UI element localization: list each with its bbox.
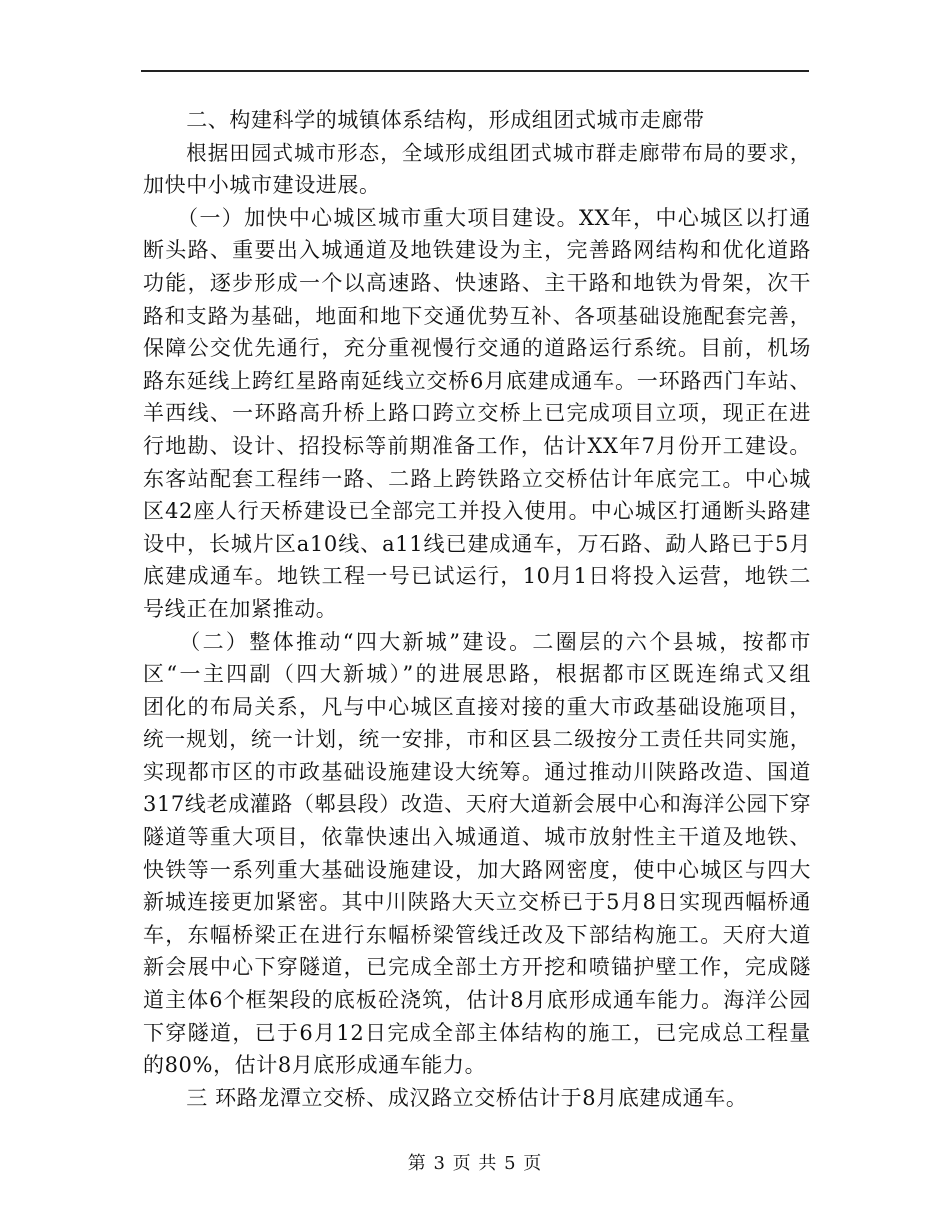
body-line: 团化的布局关系，凡与中心城区直接对接的重大市政基础设施项目， <box>143 694 811 719</box>
body-line: 断头路、重要出入城通道及地铁建设为主，完善路网结构和优化道路 <box>143 238 811 263</box>
body-line: 隧道等重大项目，依靠快速出入城通道、城市放射性主干道及地铁、 <box>143 825 811 850</box>
body-line: 道主体6个框架段的底板砼浇筑，估计8月底形成通车能力。海洋公园 <box>143 988 811 1013</box>
body-line: 实现都市区的市政基础设施建设大统筹。通过推动川陕路改造、国道 <box>143 759 811 784</box>
body-line: 保障公交优先通行，充分重视慢行交通的道路运行系统。目前，机场 <box>143 336 811 361</box>
body-line: 根据田园式城市形态，全域形成组团式城市群走廊带布局的要求， <box>143 140 811 165</box>
body-line: 路和支路为基础，地面和地下交通优势互补、各项基础设施配套完善， <box>143 303 811 328</box>
body-line: 车，东幅桥梁正在进行东幅桥梁管线迁改及下部结构施工。天府大道 <box>143 922 811 947</box>
body-line: 新会展中心下穿隧道，已完成全部土方开挖和喷锚护壁工作，完成隧 <box>143 955 811 980</box>
body-line: 底建成通车。地铁工程一号已试运行，10月1日将投入运营，地铁二 <box>143 564 811 589</box>
body-line: 下穿隧道，已于6月12日完成全部主体结构的施工，已完成总工程量 <box>143 1020 811 1045</box>
body-line: 功能，逐步形成一个以高速路、快速路、主干路和地铁为骨架，次干 <box>143 270 811 295</box>
body-line: 的80%，估计8月底形成通车能力。 <box>143 1053 487 1078</box>
page-number-footer: 第 3 页 共 5 页 <box>407 1153 543 1174</box>
body-line: 号线正在加紧推动。 <box>143 596 338 621</box>
body-line: 行地勘、设计、招投标等前期准备工作，估计XX年7月份开工建设。 <box>143 433 811 458</box>
header-rule <box>141 70 809 72</box>
body-line: 快铁等一系列重大基础设施建设，加大路网密度，使中心城区与四大 <box>143 857 811 882</box>
body-line: 新城连接更加紧密。其中川陕路大天立交桥已于5月8日实现西幅桥通 <box>143 890 811 915</box>
body-line: 区“一主四副（四大新城）”的进展思路，根据都市区既连绵式又组 <box>143 662 811 687</box>
body-line: 设中，长城片区a10线、a11线已建成通车，万石路、勐人路已于5月 <box>143 531 811 556</box>
body-line: 东客站配套工程纬一路、二路上跨铁路立交桥估计年底完工。中心城 <box>143 466 811 491</box>
body-line: 统一规划，统一计划，统一安排，市和区县二级按分工责任共同实施， <box>143 727 811 752</box>
body-line: （二）整体推动“四大新城”建设。二圈层的六个县城，按都市 <box>143 629 811 654</box>
body-line: 路东延线上跨红星路南延线立交桥6月底建成通车。一环路西门车站、 <box>143 368 811 393</box>
body-line: 317线老成灌路（郫县段）改造、天府大道新会展中心和海洋公园下穿 <box>143 792 812 817</box>
body-line: 羊西线、一环路高升桥上路口跨立交桥上已完成项目立项，现正在进 <box>143 401 811 426</box>
body-line: 区42座人行天桥建设已全部完工并投入使用。中心城区打通断头路建 <box>143 499 811 524</box>
document-body <box>143 104 811 1114</box>
body-line: 三 环路龙潭立交桥、成汉路立交桥估计于8月底建成通车。 <box>143 1085 748 1110</box>
body-line: 二、构建科学的城镇体系结构，形成组团式城市走廊带 <box>143 108 705 132</box>
body-line: （一）加快中心城区城市重大项目建设。XX年，中心城区以打通 <box>143 205 811 230</box>
body-line: 加快中小城市建设进展。 <box>143 173 381 198</box>
